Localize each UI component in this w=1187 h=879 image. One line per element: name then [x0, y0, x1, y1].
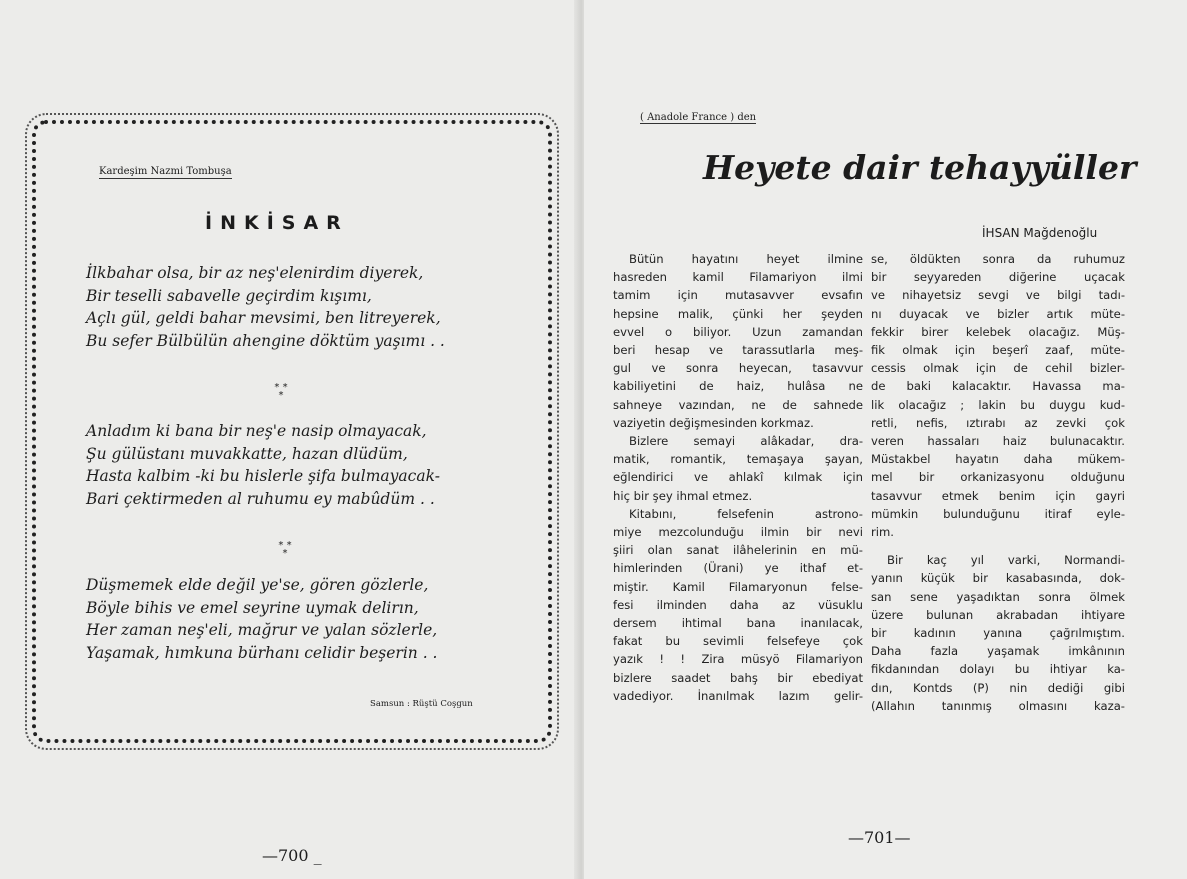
- poem-line: Açlı gül, geldi bahar mevsimi, ben litreyerek,: [86, 309, 441, 327]
- article-line: san sene yaşadıktan sonra ölmek: [871, 589, 1125, 604]
- article-line: fekkir birer kelebek olacağız. Müş-: [871, 324, 1125, 339]
- stanza-separator: * * *: [274, 382, 288, 401]
- poem-line: Anladım ki bana bir neş'e nasip olmayacak,: [86, 422, 427, 440]
- article-line: bir kadının yanına çağrılmıştım.: [871, 626, 1125, 641]
- poem-line: Yaşamak, hımkuna bürhanı celidir beşerin . .: [86, 643, 438, 662]
- article-line: kabiliyetini de haiz, hulâsa ne: [613, 379, 863, 394]
- article-line: matik, romantik, temaşaya şayan,: [613, 452, 863, 467]
- article-line: yazık ! ! Zira müsyö Filamariyon: [613, 652, 863, 667]
- article-line: mel bir orkanizasyonu olduğunu: [871, 470, 1125, 485]
- article-line: tasavvur etmek benim için gayri: [871, 488, 1125, 503]
- stanza-separator: * * *: [278, 540, 292, 559]
- poem-line: Bir teselli sabavelle geçirdim kışımı,: [86, 286, 372, 305]
- page-number-right: —701—: [848, 828, 911, 847]
- article-line: se, öldükten sonra da ruhumuz: [871, 252, 1125, 266]
- article-line: fesi ilminden daha az vüsuklu: [613, 597, 863, 612]
- article-line: miye mezcolunduğu ilmin bir nevi: [613, 525, 863, 540]
- article-line: Bizlere semayi alâkadar, dra-: [629, 434, 863, 449]
- poem-line: Bari çektirmeden al ruhumu ey mabûdüm . .: [86, 489, 435, 508]
- article-line: tamim için mutasavver evsafın: [613, 288, 863, 303]
- article-line: retli, nefis, ıztırabı az zevki çok: [871, 415, 1125, 430]
- article-line: lik olacağız ; lakin bu duygu kud-: [871, 397, 1125, 412]
- article-line: mümkin bulunduğunu itiraf eyle-: [871, 506, 1125, 521]
- poem-line: Böyle bihis ve emel seyrine uymak delirın,: [86, 598, 419, 617]
- article-line: fik olmak için beşerî zaaf, müte-: [871, 343, 1125, 358]
- article-line: rim.: [871, 525, 894, 540]
- article-line: üzere bulunan akrabadan ihtiyare: [871, 607, 1125, 622]
- article-line: de baki kalacaktır. Havassa ma-: [871, 379, 1125, 394]
- poem-stanza: [86, 574, 437, 664]
- article-line: bizlere saadet bahş bir ebediyat: [613, 670, 863, 685]
- article-line: ve nihayetsiz sevgi ve bilgi tadı-: [871, 288, 1125, 303]
- poem-signature: Samsun : Rüştü Coşgun: [370, 699, 473, 709]
- poem-line: Bu sefer Bülbülün ahengine döktüm yaşımı . .: [86, 331, 445, 350]
- article-line: bir seyyareden diğerine uçacak: [871, 270, 1125, 285]
- article-title: Heyete dair tehayyüller: [703, 148, 1137, 187]
- article-line: vaziyetin değişmesinden korkmaz.: [613, 415, 814, 430]
- article-source: ( Anadole France ) den: [640, 112, 757, 123]
- poem-line: Düşmemek elde değil ye'se, gören gözlerle,: [86, 576, 429, 594]
- article-line: eğlendirici ve ahlakî kılmak için: [613, 470, 863, 485]
- article-line: dersem ihtimal bana inanılacak,: [613, 616, 863, 631]
- page-number-left: —700 _: [262, 846, 322, 865]
- article-line: sahneye vazından, ne de sahnede: [613, 397, 863, 412]
- article-line: Daha fazla yaşamak imkânının: [871, 644, 1125, 659]
- article-author: İHSAN Mağdenoğlu: [982, 226, 1098, 240]
- article-line: evvel o biliyor. Uzun zamandan: [613, 324, 863, 339]
- article-line: fikdanından dolayı bu ihtiyar ka-: [871, 662, 1125, 677]
- poem-stanza: [86, 262, 445, 352]
- article-column-left: [613, 250, 863, 705]
- article-line: vadediyor. İnanılmak lazım gelir-: [613, 688, 863, 703]
- paragraph-gap: [871, 541, 1125, 551]
- article-line: Müstakbel hayatın daha mükem-: [871, 452, 1125, 467]
- article-line: cessis olmak için de cehil bizler-: [871, 361, 1125, 376]
- poem-stanza: [86, 420, 440, 510]
- article-line: Kitabını, felsefenin astrono-: [629, 506, 863, 521]
- article-line: himlerinden (Ürani) ye ithaf et-: [613, 561, 863, 576]
- article-line: şiiri olan sanat ilâhelerinin en mü-: [613, 543, 863, 558]
- poem-line: Şu gülüstanı muvakkatte, hazan dlüdüm,: [86, 444, 408, 463]
- article-column-right: [871, 250, 1125, 715]
- article-line: Bütün hayatını heyet ilmine: [629, 252, 863, 266]
- article-line: (Allahın tanınmış olmasını kaza-: [871, 698, 1125, 713]
- poem-line: İlkbahar olsa, bir az neş'elenirdim diyerek,: [86, 264, 424, 282]
- poem-title: İNKİSAR: [205, 212, 349, 234]
- article-line: miştir. Kamil Filamaryonun felse-: [613, 579, 863, 594]
- poem-line: Hasta kalbim -ki bu hislerle şifa bulmayacak-: [86, 467, 440, 485]
- article-line: Bir kaç yıl varki, Normandi-: [887, 553, 1125, 568]
- article-line: dın, Kontds (P) nin dediği gibi: [871, 680, 1125, 695]
- article-line: hiç bir şey ihmal etmez.: [613, 488, 753, 503]
- article-line: veren hassaları haiz bulunacaktır.: [871, 434, 1125, 449]
- article-line: hepsine malik, çünki her şeyden: [613, 306, 863, 321]
- article-line: fakat bu sevimli felsefeye çok: [613, 634, 863, 649]
- article-line: yanın küçük bir kasabasında, dok-: [871, 571, 1125, 586]
- poem-dedication: Kardeşim Nazmi Tombuşa: [99, 166, 232, 177]
- article-line: beri hesap ve tarassutlarla meş-: [613, 343, 863, 358]
- poem-line: Her zaman neş'eli, mağrur ve yalan sözlerle,: [86, 621, 438, 639]
- article-line: hasreden kamil Filamariyon ilmi: [613, 270, 863, 285]
- article-line: nı duyacak ve bizler artık müte-: [871, 306, 1125, 321]
- article-line: gul ve sonra heyecan, tasavvur: [613, 361, 863, 376]
